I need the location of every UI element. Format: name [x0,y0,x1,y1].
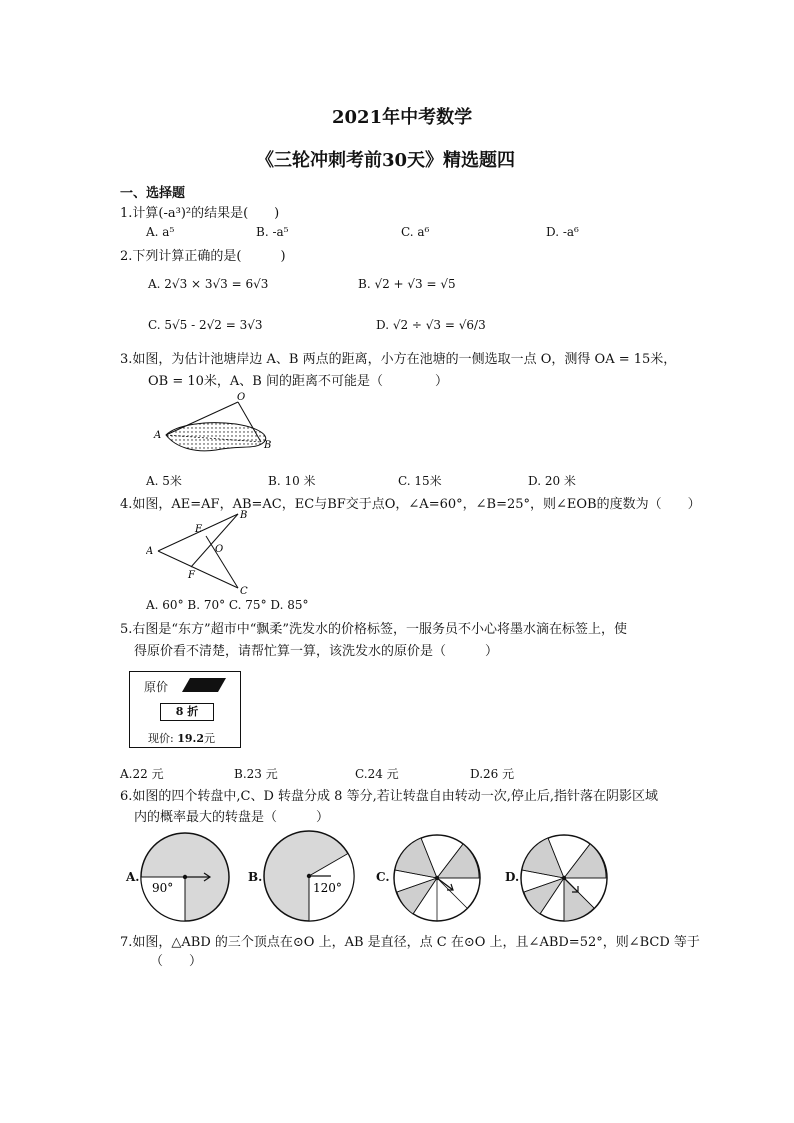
point-c-label: C [240,586,248,594]
q1-option-d: D. -a⁶ [546,225,579,239]
q5-stem-line2: 得原价看不清楚，请帮忙算一算，该洗发水的原价是（ ） [134,644,499,659]
q3-option-b: B. 10 米 [268,474,316,488]
discount-box: 8 折 [160,703,214,721]
pond-shape [166,423,266,451]
point-e-label: E [195,524,203,535]
point-o-label: O [237,392,246,403]
segment-bf [191,514,238,567]
q2-option-d: D. √2 ÷ √3 = √6/3 [376,318,486,332]
q3-stem-line2: OB = 10米，A、B 间的距离不可能是（ ） [148,374,448,389]
q1-option-c: C. a⁶ [401,225,430,239]
q6-stem-line2: 内的概率最大的转盘是（ ） [134,810,330,825]
spinner-c-label: C. [376,870,390,884]
point-b-label: B [264,440,272,451]
spinner-b [261,828,357,924]
spinner-a [138,830,232,924]
point-o-label: O [215,544,224,555]
q2-option-c: C. 5√5 - 2√2 = 3√3 [148,318,263,332]
q2-option-a: A. 2√3 × 3√3 = 6√3 [148,277,269,291]
section-heading: 一、选择题 [120,186,186,201]
triangle-figure [146,508,256,594]
q3-option-c: C. 15米 [398,474,442,488]
page-title: 2021年中考数学 [332,107,473,128]
q1-option-a: A. a⁵ [146,225,175,239]
q4-options: A. 60° B. 70° C. 75° D. 85° [146,598,309,612]
q5-option-d: D.26 元 [470,767,515,781]
q5-option-a: A.22 元 [120,767,164,781]
q6-stem-line1: 6.如图的四个转盘中,C、D 转盘分成 8 等分,若让转盘自由转动一次,停止后,指针落在阴影区域 [120,789,658,804]
q5-option-c: C.24 元 [355,767,399,781]
spinner-a-angle: 90° [152,881,174,895]
current-price [148,730,215,746]
price-tag-original-label: 原价 [144,680,169,694]
pond-figure [146,390,286,456]
current-price-prefix: 现价: [148,732,178,745]
q1-stem: 1.计算(-a³)²的结果是( ) [120,206,280,221]
point-a-label: A [146,546,154,557]
q4-stem: 4.如图，AE=AF，AB=AC，EC与BF交于点O，∠A=60°，∠B=25°，则∠EOB的度数为（ ） [120,497,701,512]
q2-option-b: B. √2 + √3 = √5 [358,277,456,291]
price-tag [129,671,241,748]
point-b-label: B [240,510,248,521]
q5-option-b: B.23 元 [234,767,278,781]
spinner-a-label: A. [126,870,140,884]
q1-option-b: B. -a⁵ [256,225,289,239]
point-a-label: A [154,430,162,441]
q3-option-d: D. 20 米 [528,474,576,488]
q5-stem-line1: 5.右图是“东方”超市中“飘柔”洗发水的价格标签，一服务员不小心将墨水滴在标签上，使 [120,622,627,637]
spinner-b-angle: 120° [313,881,342,895]
q3-option-a: A. 5米 [146,474,182,488]
segment-ac [158,551,238,588]
q2-stem: 2.下列计算正确的是( ) [120,249,286,264]
spinner-d [518,832,610,924]
current-price-unit: 元 [204,732,215,745]
ink-blot [182,678,226,692]
page-subtitle: 《三轮冲刺考前30天》精选题四 [256,150,516,171]
spinner-d-label: D. [505,870,520,884]
spinner-c [391,832,483,924]
q7-stem-line2: （ ） [150,954,203,969]
current-price-value: 19.2 [177,732,204,745]
q7-stem-line1: 7.如图，△ABD 的三个顶点在⊙O 上，AB 是直径，点 C 在⊙O 上，且∠ABD=52°，则∠BCD 等于 [120,935,700,950]
spinner-b-label: B. [248,870,263,884]
q3-stem-line1: 3.如图，为估计池塘岸边 A、B 两点的距离，小方在池塘的一侧选取一点 O，测得 OA = 15米， [120,352,677,367]
point-f-label: F [188,570,195,581]
